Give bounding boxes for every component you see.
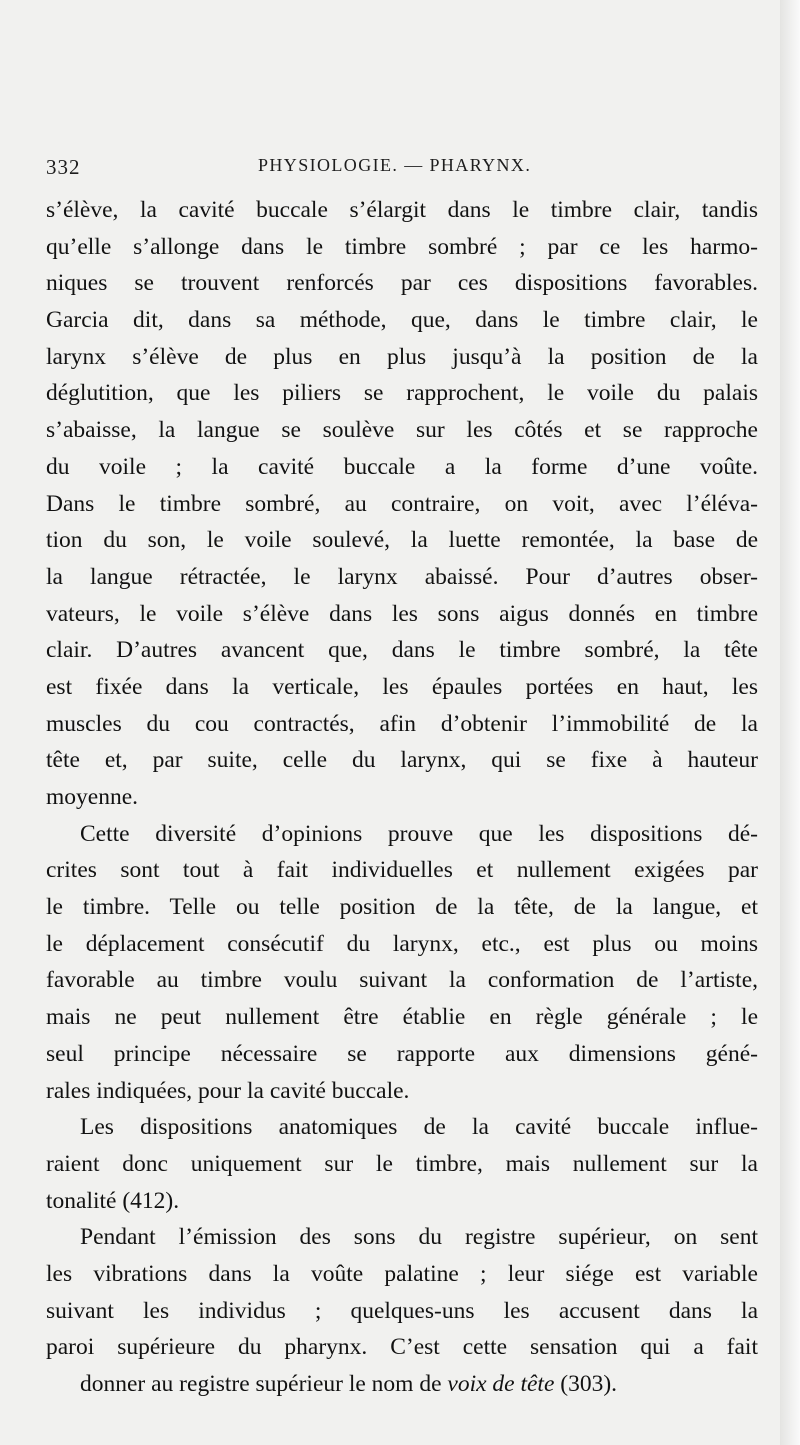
text-fragment: donner au registre supérieur le nom de [80,1371,448,1397]
text-line: qu’elle s’allonge dans le timbre sombré ; par ce les harmo- [46,233,758,260]
text-line: rales indiquées, pour la cavité buccale. [46,1077,410,1104]
text-line: raient donc uniquement sur le timbre, mais nullement sur la [46,1150,758,1177]
text-line: larynx s’élève de plus en plus jusqu’à la position de la [46,343,758,370]
text-line: favorable au timbre voulu suivant la conformation de l’artiste, [46,967,758,994]
text-line: Pendant l’émission des sons du registre supérieur, on sent [80,1224,758,1251]
text-line: tion du son, le voile soulevé, la luette remontée, la base de [46,527,758,554]
text-line: tonalité (412). [46,1187,180,1214]
running-head [46,155,758,185]
page-number: 332 [46,155,81,179]
text-line: moyenne. [46,784,139,810]
text-line-final [46,1366,758,1403]
body-text [46,192,758,1403]
text-line: s’élève, la cavité buccale s’élargit dans le timbre clair, tandis [46,197,758,223]
text-line: paroi supérieure du pharynx. C’est cette sensation qui a fait [46,1334,758,1361]
text-line: le déplacement consécutif du larynx, etc., est plus ou moins [46,930,758,957]
text-line: Cette diversité d’opinions prouve que les dispositions dé- [80,820,758,847]
text-line: suivant les individus ; quelques-uns les accusent dans la [46,1297,758,1324]
text-line: Les dispositions anatomiques de la cavité buccale influe- [80,1114,758,1141]
text-line: clair. D’autres avancent que, dans le timbre sombré, la tête [46,637,758,664]
paragraph [46,192,758,816]
text-line: mais ne peut nullement être établie en règle générale ; le [46,1004,758,1031]
text-line: du voile ; la cavité buccale a la forme d’une voûte. [46,453,758,480]
text-line: est fixée dans la verticale, les épaules portées en haut, les [46,673,758,700]
text-line: Dans le timbre sombré, au contraire, on voit, avec l’éléva- [46,490,758,517]
paragraph [46,1109,758,1219]
page-edge-shadow [780,0,800,1445]
text-line: crites sont tout à fait individuelles et nullement exigées par [46,857,758,884]
text-line: la langue rétractée, le larynx abaissé. Pour d’autres obser- [46,563,758,590]
italic-term: voix de tête [447,1371,555,1397]
paragraph [46,816,758,1110]
text-line: les vibrations dans la voûte palatine ; leur siége est variable [46,1260,758,1287]
paragraph [46,1219,758,1402]
running-title: PHYSIOLOGIE. — PHARYNX. [258,155,532,175]
text-line: seul principe nécessaire se rapporte aux dimensions géné- [46,1040,758,1067]
text-line: muscles du cou contractés, afin d’obtenir l’immobilité de la [46,710,758,737]
text-line: le timbre. Telle ou telle position de la tête, de la langue, et [46,894,758,921]
text-line: déglutition, que les piliers se rapprochent, le voile du palais [46,380,758,407]
text-line: Garcia dit, dans sa méthode, que, dans le timbre clair, le [46,307,758,334]
text-line: tête et, par suite, celle du larynx, qui se fixe à hauteur [46,747,758,774]
text-line: niques se trouvent renforcés par ces dispositions favorables. [46,270,758,297]
text-fragment: (303). [554,1371,618,1397]
text-line: vateurs, le voile s’élève dans les sons aigus donnés en timbre [46,600,758,627]
text-line: s’abaisse, la langue se soulève sur les côtés et se rapproche [46,417,758,444]
